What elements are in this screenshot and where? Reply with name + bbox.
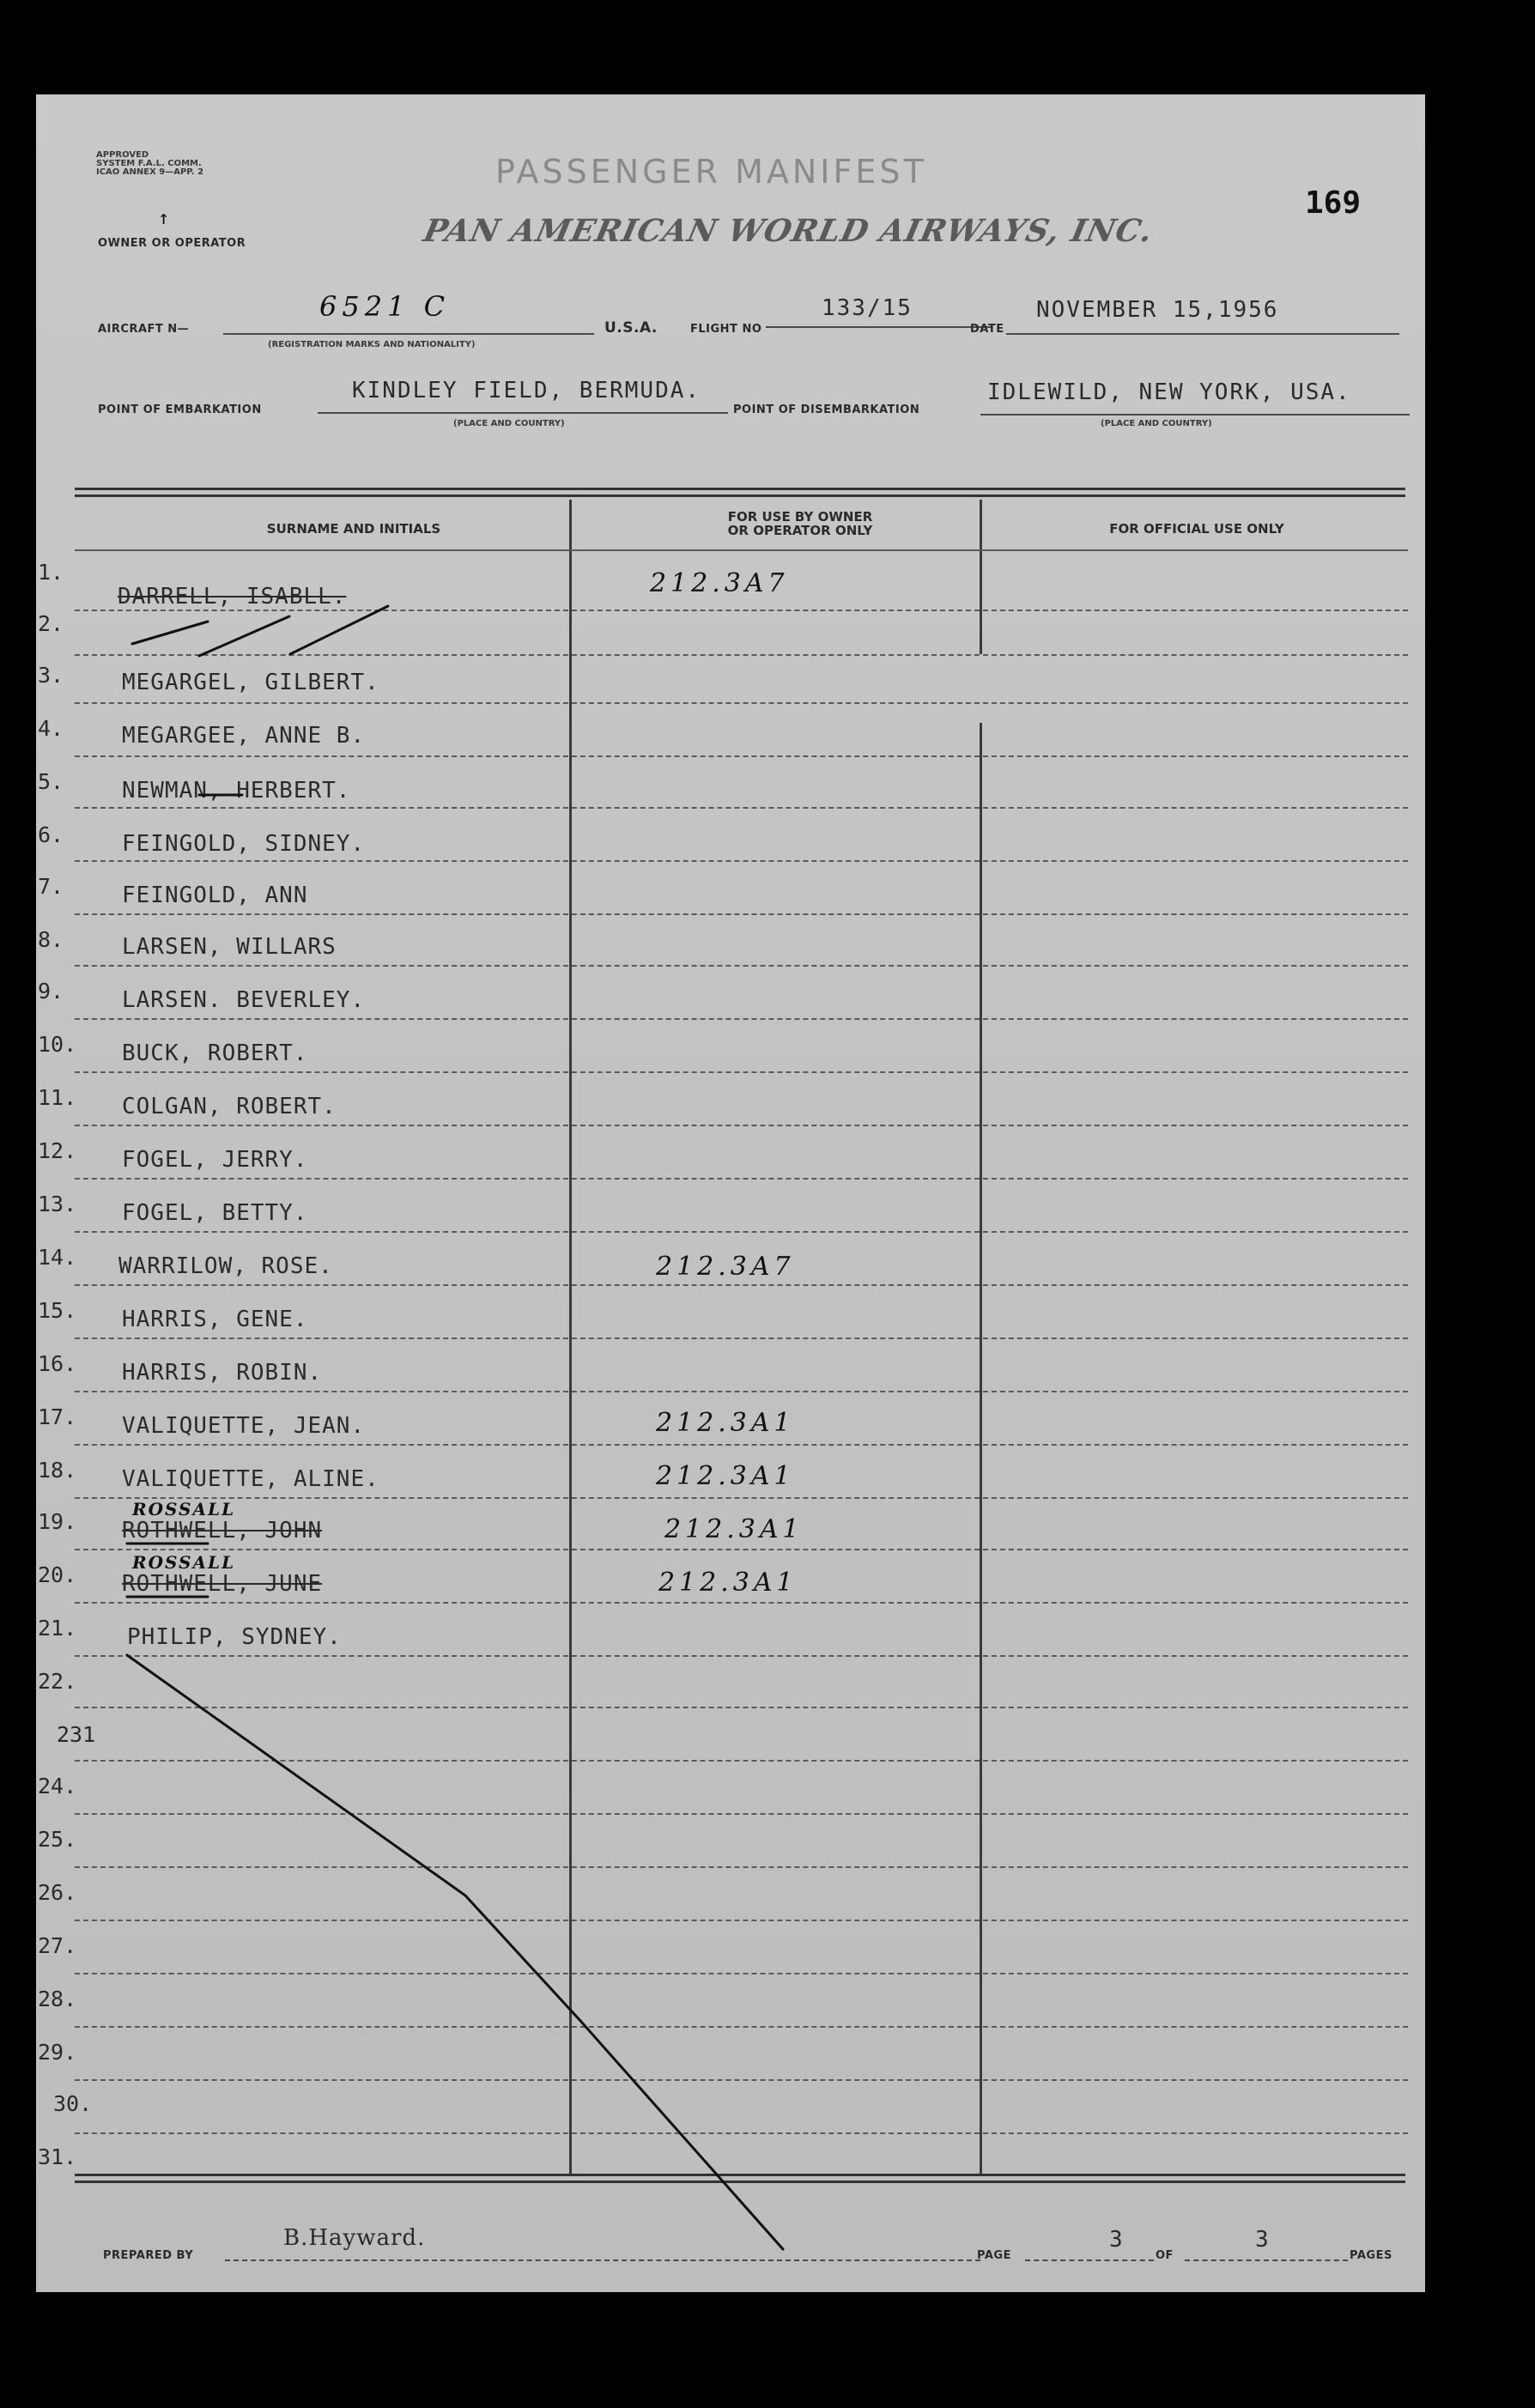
handwritten-marks [36, 94, 1425, 2292]
flight-label: FLIGHT NO [690, 323, 762, 336]
page-stamp-number: 169 [1305, 185, 1362, 221]
row-number: 17. [38, 1404, 77, 1429]
embarkation-value: KINDLEY FIELD, BERMUDA. [352, 378, 701, 403]
of-label: OF [1156, 2249, 1174, 2262]
arrow-mark-icon: ↑ [158, 208, 170, 229]
page-underline [1025, 2259, 1154, 2261]
row-rule [75, 1920, 1408, 1921]
embarkation-label: POINT OF EMBARKATION [98, 403, 262, 416]
row-number: 1. [38, 560, 64, 585]
passenger-name: MEGARGEL, GILBERT. [122, 670, 379, 695]
row-rule [75, 1231, 1408, 1233]
row-rule [75, 1337, 1408, 1339]
passenger-name: WARRILOW, ROSE. [118, 1253, 333, 1279]
disembarkation-sub-label: (PLACE AND COUNTRY) [1101, 419, 1212, 428]
row-number: 24. [38, 1774, 77, 1798]
row-rule [75, 610, 1408, 611]
row-number: 3. [38, 663, 64, 688]
row-rule [75, 1125, 1408, 1126]
pages-underline [1185, 2259, 1348, 2261]
table-bottom-rule-second [75, 2181, 1405, 2183]
owner-code: 212.3A7 [650, 568, 789, 598]
embarkation-sub-label: (PLACE AND COUNTRY) [453, 419, 565, 428]
row-number: 29. [38, 2040, 77, 2065]
row-number: 13. [38, 1192, 77, 1216]
column-divider [980, 723, 982, 2174]
passenger-name: FOGEL, JERRY. [122, 1147, 308, 1173]
passenger-name: BUCK, ROBERT. [122, 1040, 308, 1066]
airline-name: PAN AMERICAN WORLD AIRWAYS, INC. [420, 213, 1157, 249]
row-number: 14. [38, 1245, 77, 1270]
passenger-name: FEINGOLD, SIDNEY. [122, 831, 366, 857]
row-number: 18. [38, 1458, 77, 1483]
passenger-name: COLGAN, ROBERT. [122, 1094, 337, 1119]
row-number: 4. [38, 716, 64, 741]
embarkation-underline [318, 412, 728, 414]
passenger-name: HARRIS, ROBIN. [122, 1360, 323, 1386]
row-rule [75, 913, 1408, 915]
column-head-owner [573, 510, 1028, 537]
pages-value: 3 [1255, 2227, 1271, 2253]
row-number: 12. [38, 1138, 77, 1163]
row-number: 19. [38, 1509, 77, 1534]
row-rule [75, 2026, 1408, 2028]
row-rule [75, 1866, 1408, 1868]
approval-line: APPROVED [96, 150, 149, 160]
row-number: 2. [38, 611, 64, 636]
date-label: DATE [970, 323, 1004, 336]
passenger-name: MEGARGEE, ANNE B. [122, 723, 366, 749]
pages-label: PAGES [1350, 2249, 1392, 2262]
form-title: PASSENGER MANIFEST [495, 153, 927, 191]
row-rule [75, 1549, 1408, 1550]
row-rule [75, 1602, 1408, 1604]
row-number: 10. [38, 1032, 77, 1057]
aircraft-value: 6521 C [319, 290, 451, 323]
row-number: 27. [38, 1933, 77, 1958]
approval-line: SYSTEM F.A.L. COMM. [96, 159, 202, 168]
passenger-name: FEINGOLD, ANN [122, 883, 308, 908]
name-correction: ROSSALL [132, 1552, 236, 1573]
passenger-name: LARSEN, WILLARS [122, 934, 337, 960]
passenger-name: VALIQUETTE, ALINE. [122, 1466, 379, 1492]
row-number: 21. [38, 1616, 77, 1641]
header-rule-top [75, 488, 1405, 490]
row-rule [75, 1071, 1408, 1073]
row-rule [75, 1178, 1408, 1180]
aircraft-underline [223, 333, 594, 335]
usa-label: U.S.A. [604, 319, 658, 337]
flight-underline [766, 326, 992, 328]
row-rule [75, 702, 1408, 704]
row-number: 6. [38, 822, 64, 847]
prepared-by-label: PREPARED BY [103, 2249, 194, 2262]
date-value: NOVEMBER 15,1956 [1036, 297, 1279, 323]
column-head-surname: SURNAME AND INITIALS [266, 521, 441, 537]
owner-code: 212.3A1 [664, 1514, 804, 1544]
row-rule [75, 1391, 1408, 1392]
passenger-name: LARSEN. BEVERLEY. [122, 987, 366, 1013]
owner-code: 212.3A1 [658, 1568, 798, 1598]
column-head-owner-line: OR OPERATOR ONLY [727, 523, 873, 538]
void-diagonal-line [127, 1655, 783, 2249]
row-rule [75, 1444, 1408, 1446]
row-rule [75, 807, 1408, 809]
row-number: 7. [38, 874, 64, 899]
cancel-stroke [199, 616, 289, 656]
row-rule [75, 1655, 1408, 1657]
row-number: 11. [38, 1085, 77, 1110]
passenger-name: ROTHWELL, JUNE [122, 1571, 323, 1597]
owner-code: 212.3A7 [656, 1252, 795, 1282]
row-rule [75, 1284, 1408, 1286]
row-rule [75, 1707, 1408, 1708]
header-rule-second [75, 494, 1405, 497]
approval-line: ICAO ANNEX 9—APP. 2 [96, 167, 204, 177]
row-number: 5. [38, 769, 64, 794]
page-label: PAGE [977, 2249, 1011, 2262]
table-bottom-rule [75, 2174, 1405, 2176]
prepared-by-value: B.Hayward. [283, 2225, 426, 2251]
row-number: 15. [38, 1298, 77, 1323]
row-number: 25. [38, 1827, 77, 1852]
passenger-name: PHILIP, SYDNEY. [127, 1624, 342, 1650]
row-number: 30. [53, 2091, 93, 2116]
approval-block [96, 151, 203, 177]
row-number: 9. [38, 979, 64, 1004]
column-header-rule [75, 549, 1408, 551]
cancel-stroke [290, 606, 388, 654]
owner-label: OWNER OR OPERATOR [98, 237, 246, 250]
passenger-name: NEWMAN, HERBERT. [122, 778, 351, 804]
name-correction: ROSSALL [132, 1499, 236, 1519]
cancel-stroke [132, 622, 208, 644]
row-number: 20. [38, 1562, 77, 1587]
row-rule [75, 2132, 1408, 2134]
row-rule [75, 965, 1408, 967]
disembarkation-underline [980, 414, 1410, 415]
passenger-name: ROTHWELL, JOHN [122, 1518, 323, 1544]
date-underline [1006, 333, 1399, 335]
row-rule [75, 1497, 1408, 1499]
owner-code: 212.3A1 [656, 1408, 795, 1438]
column-head-official: FOR OFFICIAL USE ONLY [1109, 521, 1284, 537]
row-number: 28. [38, 1986, 77, 2011]
column-divider [980, 500, 982, 654]
column-divider [569, 500, 572, 2174]
aircraft-sub-label: (REGISTRATION MARKS AND NATIONALITY) [268, 340, 476, 349]
disembarkation-value: IDLEWILD, NEW YORK, USA. [987, 379, 1351, 405]
row-number: 26. [38, 1880, 77, 1905]
row-rule [75, 2079, 1408, 2081]
row-number: 231 [57, 1722, 96, 1747]
passenger-name: FOGEL, BETTY. [122, 1200, 308, 1226]
prepared-by-underline [225, 2259, 980, 2261]
row-number: 16. [38, 1351, 77, 1376]
passenger-name: HARRIS, GENE. [122, 1307, 308, 1332]
aircraft-label: AIRCRAFT N— [98, 323, 190, 336]
row-number: 8. [38, 927, 64, 952]
manifest-sheet [36, 94, 1425, 2292]
row-rule [75, 755, 1408, 757]
row-rule [75, 1813, 1408, 1815]
row-rule [75, 1973, 1408, 1974]
owner-code: 212.3A1 [656, 1461, 795, 1491]
row-number: 22. [38, 1669, 77, 1694]
page-value: 3 [1109, 2227, 1125, 2253]
row-rule [75, 860, 1408, 862]
passenger-name: VALIQUETTE, JEAN. [122, 1413, 366, 1439]
row-rule [75, 1018, 1408, 1020]
disembarkation-label: POINT OF DISEMBARKATION [733, 403, 920, 416]
flight-value: 133/15 [822, 295, 913, 321]
passenger-name: DARRELL, ISABLL. [118, 584, 347, 610]
row-rule [75, 1760, 1408, 1762]
row-number: 31. [38, 2144, 77, 2169]
column-head-owner-line: FOR USE BY OWNER [727, 509, 873, 525]
row-rule [75, 654, 1408, 656]
